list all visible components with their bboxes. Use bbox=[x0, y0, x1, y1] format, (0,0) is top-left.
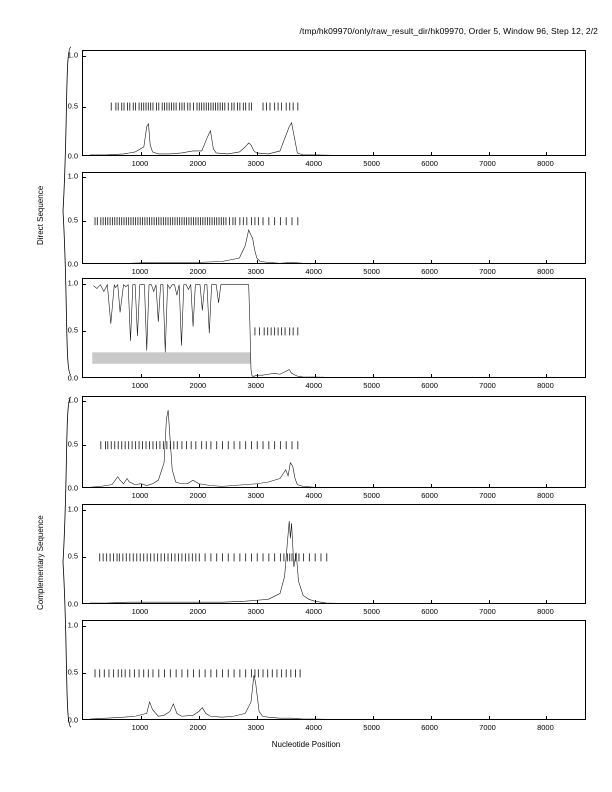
x-tick-label: 1000 bbox=[131, 491, 149, 500]
y-tick-label: 1.0 bbox=[67, 620, 78, 630]
y-tick bbox=[82, 177, 86, 178]
y-tick bbox=[82, 557, 86, 558]
x-tick-label: 3000 bbox=[247, 267, 265, 276]
series-orf-trace bbox=[93, 285, 581, 378]
y-tick bbox=[82, 510, 86, 511]
x-tick-label: 1000 bbox=[131, 159, 149, 168]
x-tick-label: 6000 bbox=[421, 491, 438, 500]
x-tick-label: 1000 bbox=[131, 607, 149, 616]
x-tick-label: 5000 bbox=[363, 159, 380, 168]
chart-panel-6 bbox=[82, 620, 586, 720]
y-tick-label: 0.5 bbox=[67, 667, 78, 677]
series-layer-5 bbox=[83, 505, 586, 604]
y-tick-label: 0.5 bbox=[67, 101, 78, 111]
y-axis-title-direct: Direct Sequence bbox=[36, 185, 45, 245]
plot-area-2 bbox=[82, 172, 586, 264]
series-layer-4 bbox=[83, 397, 586, 488]
series-layer-6 bbox=[83, 621, 586, 720]
y-tick bbox=[82, 107, 86, 108]
y-tick-label: 1.0 bbox=[67, 171, 78, 181]
y-tick bbox=[82, 401, 86, 402]
x-tick-label: 5000 bbox=[363, 381, 380, 390]
plot-area-4 bbox=[82, 396, 586, 488]
x-tick-label: 4000 bbox=[305, 607, 323, 616]
x-tick-label: 5000 bbox=[363, 267, 380, 276]
x-tick-label: 7000 bbox=[479, 267, 496, 276]
plot-area-3 bbox=[82, 278, 586, 378]
x-tick-label: 1000 bbox=[131, 723, 149, 732]
x-tick-label: 8000 bbox=[537, 381, 554, 390]
y-tick-label: 1.0 bbox=[67, 504, 78, 514]
x-tick-label: 3000 bbox=[247, 159, 265, 168]
orf-highlight-band bbox=[92, 352, 251, 363]
x-tick-label: 8000 bbox=[537, 267, 554, 276]
x-tick-label: 5000 bbox=[363, 607, 380, 616]
y-tick-label: 1.0 bbox=[67, 395, 78, 405]
series-layer-1 bbox=[83, 51, 586, 156]
x-tick-label: 5000 bbox=[363, 491, 380, 500]
stop-codon-markers-2 bbox=[95, 217, 299, 225]
x-tick-label: 2000 bbox=[189, 381, 207, 390]
x-tick-label: 7000 bbox=[479, 381, 496, 390]
page-title: /tmp/hk09970/only/raw_result_dir/hk09970, Order 5, Window 96, Step 12, 2/2 bbox=[299, 26, 598, 36]
x-tick-label: 3000 bbox=[247, 723, 265, 732]
x-tick-label: 2000 bbox=[189, 159, 207, 168]
y-tick-label: 0.0 bbox=[67, 599, 78, 609]
x-tick-label: 2000 bbox=[189, 607, 207, 616]
x-tick-label: 4000 bbox=[305, 491, 323, 500]
y-tick bbox=[82, 626, 86, 627]
chart-panel-2 bbox=[82, 172, 586, 264]
y-tick bbox=[82, 673, 86, 674]
x-tick-label: 8000 bbox=[537, 159, 554, 168]
series-layer-3 bbox=[83, 279, 586, 378]
x-tick-label: 8000 bbox=[537, 607, 554, 616]
x-tick-label: 1000 bbox=[131, 267, 149, 276]
x-tick-label: 6000 bbox=[421, 267, 438, 276]
x-tick-label: 8000 bbox=[537, 491, 554, 500]
x-tick-label: 8000 bbox=[537, 723, 554, 732]
plot-area-6 bbox=[82, 620, 586, 720]
x-tick-label: 2000 bbox=[189, 267, 207, 276]
x-tick-label: 1000 bbox=[131, 381, 149, 390]
chart-panel-4 bbox=[82, 396, 586, 488]
x-tick-label: 3000 bbox=[247, 607, 265, 616]
x-tick-label: 3000 bbox=[247, 381, 265, 390]
plot-area-5 bbox=[82, 504, 586, 604]
x-tick-label: 2000 bbox=[189, 723, 207, 732]
y-tick-label: 1.0 bbox=[67, 278, 78, 288]
y-tick bbox=[82, 284, 86, 285]
x-tick-label: 7000 bbox=[479, 607, 496, 616]
x-tick-label: 6000 bbox=[421, 159, 438, 168]
series-peak-trace bbox=[90, 521, 581, 604]
y-tick-label: 0.0 bbox=[67, 373, 78, 383]
y-tick-label: 0.0 bbox=[67, 715, 78, 725]
series-peak-trace bbox=[90, 230, 581, 264]
y-tick-label: 0.0 bbox=[67, 151, 78, 161]
y-axis-title-complementary: Complementary Sequence bbox=[36, 515, 45, 610]
x-tick-label: 7000 bbox=[479, 159, 496, 168]
stop-codon-markers-1 bbox=[111, 103, 298, 111]
y-tick-label: 0.5 bbox=[67, 325, 78, 335]
y-tick-label: 0.0 bbox=[67, 483, 78, 493]
x-tick-label: 3000 bbox=[247, 491, 265, 500]
y-tick-label: 0.5 bbox=[67, 215, 78, 225]
x-axis-title: Nucleotide Position bbox=[271, 740, 341, 749]
x-tick-label: 4000 bbox=[305, 267, 323, 276]
plot-area-1 bbox=[82, 50, 586, 156]
x-tick-label: 7000 bbox=[479, 491, 496, 500]
x-tick-label: 4000 bbox=[305, 723, 323, 732]
series-peak-trace bbox=[90, 123, 581, 156]
x-tick-label: 5000 bbox=[363, 723, 380, 732]
y-tick bbox=[82, 445, 86, 446]
x-tick-label: 4000 bbox=[305, 159, 323, 168]
x-tick-label: 6000 bbox=[421, 723, 438, 732]
x-tick-label: 6000 bbox=[421, 381, 438, 390]
y-tick bbox=[82, 331, 86, 332]
y-tick bbox=[82, 221, 86, 222]
chart-panel-1 bbox=[82, 50, 586, 156]
x-tick-label: 4000 bbox=[305, 381, 323, 390]
y-tick-label: 1.0 bbox=[67, 50, 78, 60]
x-tick-label: 7000 bbox=[479, 723, 496, 732]
y-tick-label: 0.5 bbox=[67, 551, 78, 561]
y-tick-label: 0.0 bbox=[67, 259, 78, 269]
stop-codon-markers-3 bbox=[254, 327, 298, 335]
chart-panel-5 bbox=[82, 504, 586, 604]
series-peak-trace bbox=[90, 675, 581, 720]
series-layer-2 bbox=[83, 173, 586, 264]
y-tick-label: 0.5 bbox=[67, 439, 78, 449]
x-tick-label: 6000 bbox=[421, 607, 438, 616]
stop-codon-markers-6 bbox=[95, 669, 301, 677]
stop-codon-markers-4 bbox=[100, 441, 298, 449]
chart-panel-3 bbox=[82, 278, 586, 378]
y-tick bbox=[82, 56, 86, 57]
x-tick-label: 2000 bbox=[189, 491, 207, 500]
